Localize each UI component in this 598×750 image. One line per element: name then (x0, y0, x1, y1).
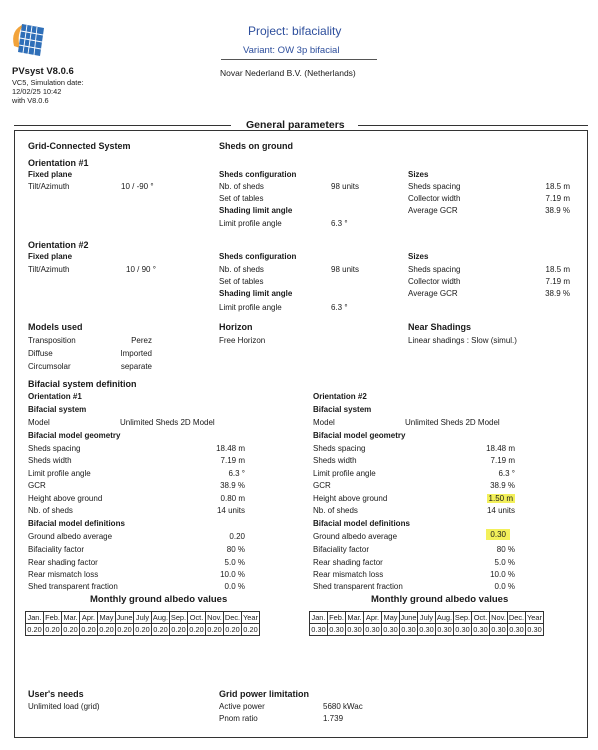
o2-set-label: Set of tables (219, 277, 264, 286)
month-cell: May (382, 612, 400, 624)
month-cell: Apr. (364, 612, 382, 624)
month-cell: Aug. (436, 613, 453, 622)
needs-title: User's needs (28, 689, 84, 699)
bif2-geo-label: Sheds spacing (313, 444, 366, 453)
month-cell: Dec. (224, 613, 241, 622)
bif1-orientation: Orientation #1 (28, 392, 82, 401)
albedo-cell: 0.20 (243, 625, 258, 634)
grid-limit-title: Grid power limitation (219, 689, 310, 699)
bif2-geo-value: 38.9 % (490, 481, 515, 490)
bif1-model-label: Model (28, 418, 50, 427)
orientation-2-title: Orientation #2 (28, 240, 89, 250)
frame-top-right (358, 125, 588, 126)
month-cell: Mar. (347, 613, 362, 622)
albedo-cell: 0.20 (99, 625, 114, 634)
o2-cw-value: 7.19 m (545, 277, 570, 286)
bif1-system-title: Bifacial system (28, 405, 87, 414)
month-cell: June (400, 613, 417, 622)
models-title: Models used (28, 322, 83, 332)
bif2-geo-label: GCR (313, 481, 331, 490)
model-diffuse-value: Imported (120, 349, 152, 358)
month-cell: Feb. (45, 613, 60, 622)
model-diffuse-label: Diffuse (28, 349, 53, 358)
orientation-1-title: Orientation #1 (28, 158, 89, 168)
bif1-def-value: 80 % (226, 545, 245, 554)
bif2-albedo-value-highlighted (460, 530, 510, 539)
albedo-months-row (310, 612, 544, 624)
bif1-geo-value: 7.19 m (220, 456, 245, 465)
o1-gcr-label: Average GCR (408, 206, 458, 215)
bif1-geo-value: 0.80 m (220, 494, 245, 503)
albedo-cell: 0.20 (27, 625, 42, 634)
height-highlight: 1.50 m (488, 494, 513, 503)
horizon-value: Free Horizon (219, 336, 266, 345)
bif2-system-title: Bifacial system (313, 405, 372, 414)
month-cell: Feb. (329, 613, 344, 622)
o1-cw-value: 7.19 m (545, 194, 570, 203)
albedo-cell: 0.20 (225, 625, 240, 634)
month-cell: Oct. (188, 612, 206, 624)
software-version: PVsyst V8.0.6 (12, 66, 74, 77)
albedo-values-row (310, 624, 544, 636)
company-name: Novar Nederland B.V. (Netherlands) (220, 68, 356, 78)
bif2-model-label: Model (313, 418, 335, 427)
month-cell: Sep. (454, 613, 471, 622)
month-cell: July (134, 612, 152, 624)
o1-gcr-value: 38.9 % (545, 206, 570, 215)
bif2-def-value: 5.0 % (494, 558, 515, 567)
albedo-months-row (26, 612, 260, 624)
o1-lpa-value: 6.3 ° (331, 219, 348, 228)
bif2-def-value: 10.0 % (490, 570, 515, 579)
o2-lpa-value: 6.3 ° (331, 303, 348, 312)
month-cell: Sep. (170, 613, 187, 622)
albedo-cell: 0.20 (135, 625, 150, 634)
albedo-cell: 0.30 (473, 625, 488, 634)
bif2-model-value: Unlimited Sheds 2D Model (405, 418, 500, 427)
sheds-on-ground: Sheds on ground (219, 141, 293, 151)
bif1-def-label: Rear mismatch loss (28, 570, 99, 579)
bif2-height-value-highlighted (470, 494, 515, 503)
sim-line-3: with V8.0.6 (12, 96, 49, 105)
albedo-cell: 0.30 (419, 625, 434, 634)
albedo-cell: 0.20 (153, 625, 168, 634)
variant-title: Variant: OW 3p bifacial (243, 45, 340, 56)
sim-line-1: VC5, Simulation date: (12, 78, 84, 87)
bif2-orientation: Orientation #2 (313, 392, 367, 401)
bif2-geo-value: 14 units (486, 506, 515, 515)
o2-spacing-value: 18.5 m (545, 265, 570, 274)
albedo-cell: 0.20 (45, 625, 60, 634)
albedo-cell: 0.20 (171, 625, 186, 634)
month-cell: June (116, 613, 133, 622)
albedo-cell: 0.30 (491, 625, 506, 634)
pnom-ratio-label: Pnom ratio (219, 714, 258, 723)
o1-nb-label: Nb. of sheds (219, 182, 264, 191)
bif2-def-label: Rear mismatch loss (313, 570, 384, 579)
albedo-values-row (26, 624, 260, 636)
bif1-albedo-title: Monthly ground albedo values (90, 594, 228, 605)
bif2-def-value: 80 % (496, 545, 515, 554)
bif1-geo-label: Sheds spacing (28, 444, 81, 453)
pvsyst-logo-icon (8, 18, 48, 60)
model-transposition-label: Transposition (28, 336, 76, 345)
orientation-1-plane: Fixed plane (28, 170, 73, 179)
bif1-def-label: Shed transparent fraction (28, 582, 118, 591)
pnom-ratio-value: 1.739 (323, 714, 344, 723)
near-shadings-title: Near Shadings (408, 322, 472, 332)
bif1-definitions-title: Bifacial model definitions (28, 519, 125, 528)
general-title: General parameters (246, 119, 345, 131)
month-cell: Nov. (491, 613, 506, 622)
o2-nb-value: 98 units (331, 265, 360, 274)
month-cell: Mar. (63, 613, 78, 622)
month-cell: July (418, 612, 436, 624)
albedo-cell: 0.20 (207, 625, 222, 634)
month-cell: Nov. (207, 613, 222, 622)
horizon-title: Horizon (219, 322, 253, 332)
bif1-geo-value: 14 units (216, 506, 245, 515)
bif1-def-value: 10.0 % (220, 570, 245, 579)
o1-spacing-value: 18.5 m (545, 182, 570, 191)
bif1-geo-label: Sheds width (28, 456, 72, 465)
bif2-def-value: 0.0 % (494, 582, 515, 591)
orientation-2-plane: Fixed plane (28, 252, 73, 261)
month-cell: Aug. (152, 613, 169, 622)
albedo-table-2 (309, 611, 544, 636)
albedo-cell: 0.30 (401, 625, 416, 634)
o1-nb-value: 98 units (331, 182, 360, 191)
albedo-cell: 0.20 (81, 625, 96, 634)
model-circumsolar-label: Circumsolar (28, 362, 71, 371)
o1-lpa-label: Limit profile angle (219, 219, 282, 228)
sim-line-2: 12/02/25 10:42 (12, 87, 62, 96)
albedo-cell: 0.20 (63, 625, 78, 634)
albedo-cell: 0.30 (527, 625, 542, 634)
o2-sc-title: Sheds configuration (219, 252, 297, 261)
bif1-geo-label: Nb. of sheds (28, 506, 73, 515)
near-shadings-value: Linear shadings : Slow (simul.) (408, 336, 517, 345)
albedo-cell: 0.30 (437, 625, 452, 634)
o2-gcr-label: Average GCR (408, 289, 458, 298)
o2-sla-title: Shading limit angle (219, 289, 293, 298)
bif2-geo-value: 7.19 m (490, 456, 515, 465)
albedo-cell: 0.30 (329, 625, 344, 634)
orientation-2-tilt-label: Tilt/Azimuth (28, 265, 70, 274)
o1-spacing-label: Sheds spacing (408, 182, 461, 191)
active-power-value: 5680 kWac (323, 702, 363, 711)
o1-sla-title: Shading limit angle (219, 206, 293, 215)
orientation-1-tilt-label: Tilt/Azimuth (28, 182, 70, 191)
bif1-def-label: Rear shading factor (28, 558, 98, 567)
o2-spacing-label: Sheds spacing (408, 265, 461, 274)
o2-lpa-label: Limit profile angle (219, 303, 282, 312)
bif2-def-label: Ground albedo average (313, 532, 398, 541)
albedo-cell: 0.30 (365, 625, 380, 634)
o1-sc-title: Sheds configuration (219, 170, 297, 179)
model-transposition-value: Perez (131, 336, 152, 345)
bif2-geo-label: Sheds width (313, 456, 357, 465)
o2-sizes-title: Sizes (408, 252, 429, 261)
month-cell: Dec. (508, 613, 525, 622)
bif1-geo-value: 6.3 ° (228, 469, 245, 478)
month-cell: Year (527, 613, 542, 622)
orientation-2-tilt-value: 10 / 90 ° (126, 265, 156, 274)
bif2-def-label: Rear shading factor (313, 558, 383, 567)
albedo-cell: 0.30 (311, 625, 326, 634)
month-cell: Jan. (310, 612, 328, 624)
project-title: Project: bifaciality (248, 24, 342, 38)
bif2-albedo-title: Monthly ground albedo values (371, 594, 509, 605)
bif1-geo-label: GCR (28, 481, 46, 490)
bif1-def-value: 0.0 % (224, 582, 245, 591)
orientation-1-tilt-value: 10 / -90 ° (121, 182, 154, 191)
bif1-geo-value: 38.9 % (220, 481, 245, 490)
o1-sizes-title: Sizes (408, 170, 429, 179)
month-cell: May (98, 612, 116, 624)
model-circumsolar-value: separate (120, 362, 152, 371)
albedo-table-1 (25, 611, 260, 636)
bif1-geo-label: Limit profile angle (28, 469, 91, 478)
albedo-cell: 0.30 (347, 625, 362, 634)
albedo-cell: 0.20 (117, 625, 132, 634)
o2-cw-label: Collector width (408, 277, 461, 286)
bif1-def-value: 5.0 % (224, 558, 245, 567)
o2-gcr-value: 38.9 % (545, 289, 570, 298)
albedo-cell: 0.30 (383, 625, 398, 634)
month-cell: Year (243, 613, 258, 622)
o2-nb-label: Nb. of sheds (219, 265, 264, 274)
bif2-geo-label: Limit profile angle (313, 469, 376, 478)
active-power-label: Active power (219, 702, 265, 711)
o1-set-label: Set of tables (219, 194, 264, 203)
frame-top-left (14, 125, 231, 126)
bif1-model-value: Unlimited Sheds 2D Model (120, 418, 215, 427)
bif1-def-value: 0.20 (229, 532, 245, 541)
albedo-cell: 0.30 (455, 625, 470, 634)
albedo-cell: 0.30 (509, 625, 524, 634)
bif1-geo-label: Height above ground (28, 494, 103, 503)
month-cell: Oct. (472, 612, 490, 624)
bif1-geo-value: 18.48 m (216, 444, 245, 453)
bif1-geometry-title: Bifacial model geometry (28, 431, 121, 440)
bif2-def-label: Shed transparent fraction (313, 582, 403, 591)
bif2-geo-value: 18.48 m (486, 444, 515, 453)
bif2-definitions-title: Bifacial model definitions (313, 519, 410, 528)
bif1-def-label: Bifaciality factor (28, 545, 85, 554)
bif2-geometry-title: Bifacial model geometry (313, 431, 406, 440)
needs-value: Unlimited load (grid) (28, 702, 100, 711)
bif1-def-label: Ground albedo average (28, 532, 113, 541)
bif2-geo-label: Nb. of sheds (313, 506, 358, 515)
albedo-highlight: 0.30 (486, 529, 510, 540)
month-cell: Apr. (80, 612, 98, 624)
bif2-def-label: Bifaciality factor (313, 545, 370, 554)
month-cell: Jan. (26, 612, 44, 624)
bif2-geo-value: 6.3 ° (498, 469, 515, 478)
header-rule (221, 59, 377, 60)
bif2-geo-label: Height above ground (313, 494, 388, 503)
o1-cw-label: Collector width (408, 194, 461, 203)
albedo-cell: 0.20 (189, 625, 204, 634)
bifacial-title: Bifacial system definition (28, 379, 137, 389)
system-title: Grid-Connected System (28, 141, 131, 151)
